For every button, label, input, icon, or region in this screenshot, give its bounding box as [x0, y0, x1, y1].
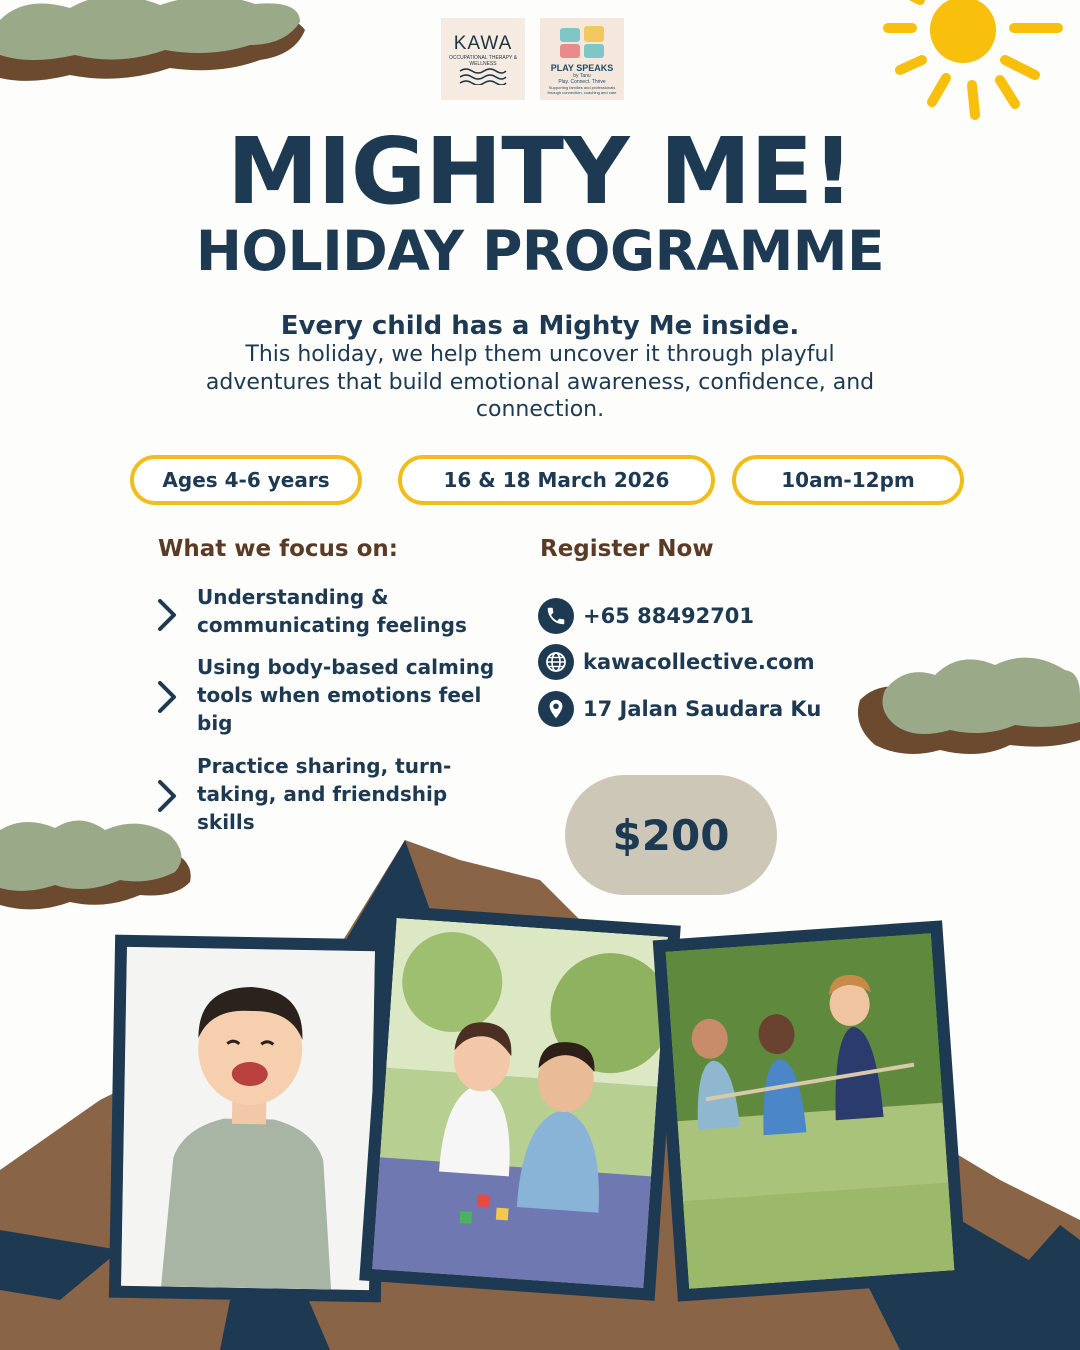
ages-pill: Ages 4-6 years — [130, 455, 362, 505]
contact-phone[interactable] — [538, 598, 754, 634]
page-subtitle: HOLIDAY PROGRAMME — [195, 219, 885, 283]
kids-playing-image — [372, 918, 668, 1288]
register-heading: Register Now — [540, 536, 714, 562]
focus-item-text: Practice sharing, turn-taking, and friendship skills — [197, 754, 452, 834]
play-speaks-emblem-icon — [558, 24, 606, 60]
page-title: MIGHTY ME! — [226, 118, 854, 225]
focus-item-text: Understanding & communicating feelings — [197, 585, 467, 637]
focus-item-text: Using body-based calming tools when emotions feel big — [197, 655, 495, 735]
contact-address[interactable] — [538, 691, 821, 727]
wave-icon — [458, 67, 508, 85]
kawa-logo — [441, 18, 525, 100]
description: This holiday, we help them uncover it through playful adventures that build emotional awareness, confidence, and connection. — [205, 342, 875, 422]
price-badge — [565, 775, 777, 895]
chevron-right-icon — [155, 778, 179, 814]
contact-phone-text: +65 88492701 — [583, 604, 755, 628]
location-pin-icon — [538, 691, 574, 727]
play-speaks-desc: Supporting families and professionals through connection, coaching and care — [547, 85, 617, 95]
play-speaks-motto: Play. Connect. Thrive — [558, 79, 606, 85]
time-pill: 10am-12pm — [732, 455, 964, 505]
sun-icon — [888, 0, 1058, 115]
play-speaks-logo — [540, 18, 624, 100]
contact-address-text: 17 Jalan Saudara Ku — [583, 697, 822, 721]
play-speaks-name: PLAY SPEAKS — [550, 63, 614, 73]
tug-of-war-image — [666, 933, 955, 1289]
dates-pill: 16 & 18 March 2026 — [398, 455, 715, 505]
chevron-right-icon — [155, 597, 179, 633]
play-speaks-sub: by Tanu — [573, 73, 591, 79]
photo-tug-of-war — [653, 920, 968, 1301]
chevron-right-icon — [155, 679, 179, 715]
price-text: $200 — [612, 810, 730, 860]
globe-icon — [538, 644, 574, 680]
kawa-logo-name: KAWA — [453, 33, 513, 54]
photo-kids-playing — [359, 905, 681, 1301]
kawa-logo-tagline: OCCUPATIONAL THERAPY & WELLNESS — [448, 55, 518, 67]
contact-website-text: kawacollective.com — [583, 650, 815, 674]
phone-icon — [538, 598, 574, 634]
boy-image — [121, 947, 375, 1290]
focus-heading: What we focus on: — [158, 536, 399, 562]
cloud-icon — [858, 658, 1080, 754]
cloud-icon — [0, 0, 305, 81]
cloud-icon — [0, 820, 191, 909]
photo-boy — [109, 935, 387, 1303]
tagline: Every child has a Mighty Me inside. — [280, 311, 800, 341]
contact-website[interactable] — [538, 644, 815, 680]
